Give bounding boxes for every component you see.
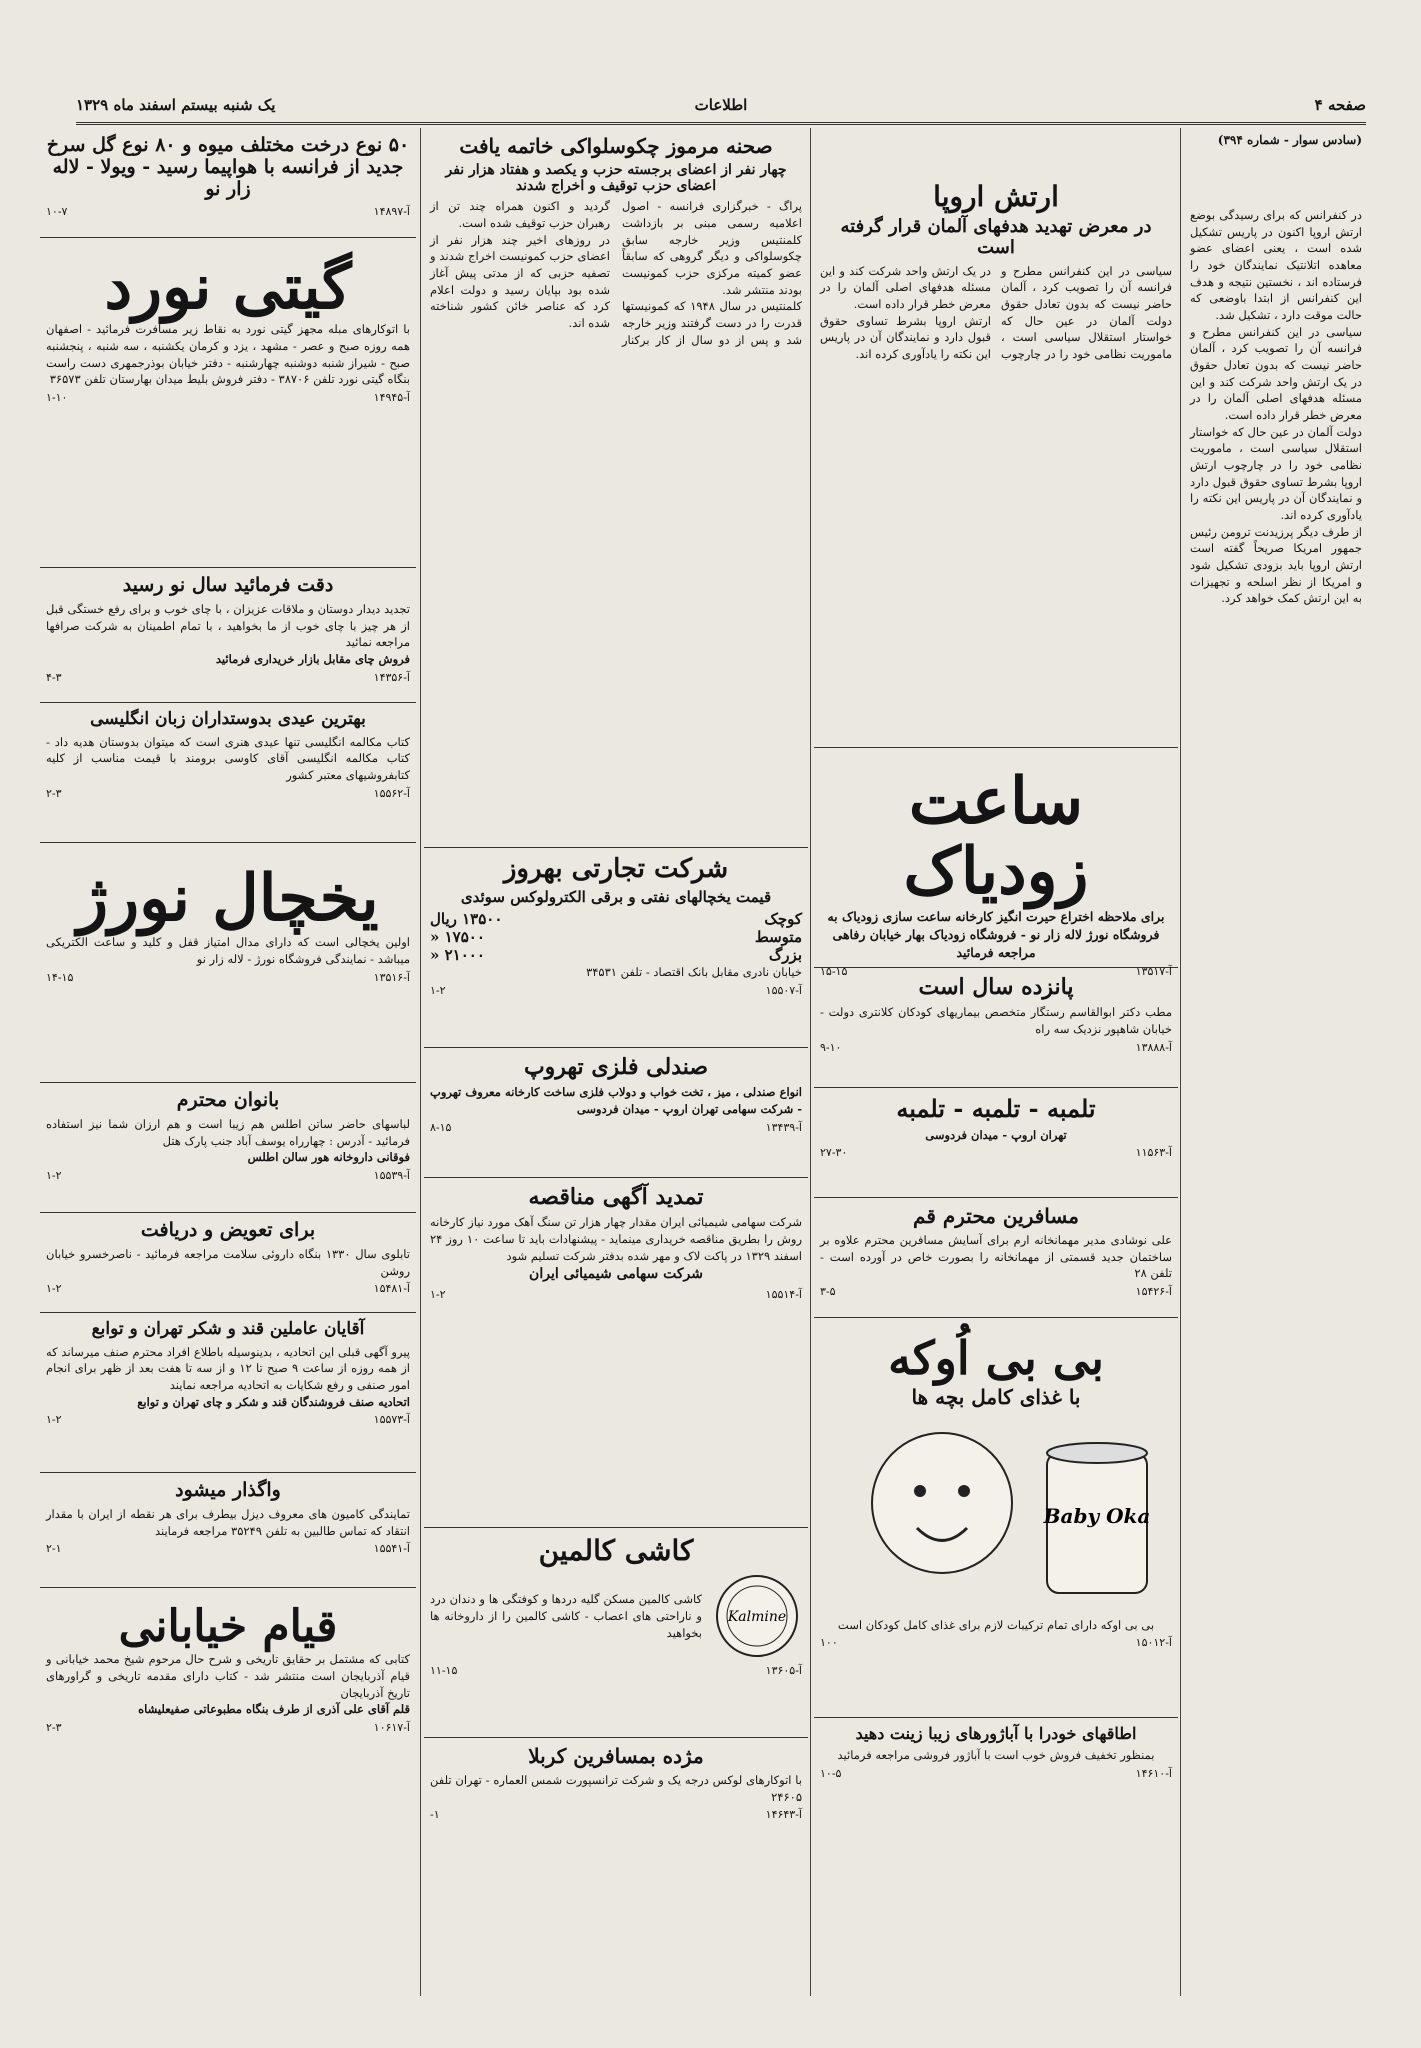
serial-paragraph: در کنفرانس که برای رسیدگی بوضع ارتش اروپا اکنون در پاریس تشکیل شده است ، یعنی اعضای عضو معاهده اتلانتیک نمایندگان خود را فرستاده اند ، نخستین نتیجه و هدف این کنفرانس از ابتدا باوضعی که حالت موقت دارد ، تشکیل شد. (1190, 208, 1362, 323)
ladies-text: لباسهای حاضر ساتن اطلس هم زیبا است و هم ارزان شما نیز استفاده فرمائید - آدرس : چهارراه یوسف آباد جنب پارک هتل (46, 1116, 410, 1148)
ad-code: آ-۱۴۹۴۵ (373, 390, 410, 404)
price-value: ۱۷۵۰۰ « (430, 928, 485, 947)
exchange-text: تابلوی سال ۱۳۳۰ بنگاه داروئی سلامت مراجعه فرمائید - ناصرخسرو خیابان روشن (46, 1246, 410, 1278)
price-size: متوسط (754, 928, 802, 947)
english-ad (40, 703, 416, 843)
tender-text: شرکت سهامی شیمیائی ایران مقدار چهار هزار تن سنگ آهک مورد نیاز کارخانه روش را بطریق مناقصه خریداری مینماید - پیشنهادات باید تا ساعت ۱۰ روز ۲۴ اسفند ۱۳۲۹ در پاکت لاک و مهر شده بدفتر شرکت تسلیم شود (429, 1215, 802, 1263)
column-left-middle (424, 128, 808, 1996)
ad-code: آ-۱۵۵۳۹ (373, 1168, 410, 1182)
baby-title: بی بی اُوکه (888, 1331, 1104, 1385)
baby-food-ad (814, 1318, 1178, 1718)
qom-text: علی نوشادی مدیر مهمانخانه ارم برای آسایش مسافرین محترم علاوه بر ساختمان جدید قسمتی از مهمانخانه را بصورت خاص در آورده است - تلفن ۲۸ (820, 1233, 1172, 1281)
ad-num: ۱-۱۰ (46, 390, 68, 404)
ad-code: آ-۱۱۵۶۳ (1135, 1146, 1172, 1160)
ad-code: آ-۱۵۴۲۶ (1135, 1285, 1172, 1299)
ad-num: ۱۰۰ (820, 1636, 838, 1650)
kashi-text: کاشی کالمین مسکن گلیه دردها و کوفتگی ها و دندان درد و ناراحتی های اعصاب - کاشی کالمین را از داروخانه ها بخواهید (430, 1592, 702, 1640)
tea-ad (40, 568, 416, 703)
chairs-ad (424, 1048, 808, 1178)
transfer-title: واگذار میشود (175, 1479, 281, 1501)
ad-num: ۱۵-۱۵ (820, 965, 848, 979)
trees-ad (40, 128, 416, 238)
ad-code: آ-۱۴۸۹۷ (373, 204, 410, 218)
ad-num: ۴-۳ (46, 670, 62, 684)
doctor-title: پانزده سال است (918, 974, 1074, 1000)
price-list (430, 910, 802, 964)
karbala-text: با اتوکارهای لوکس درجه یک و شرکت ترانسپورت شمس العماره - تهران تلفن ۲۴۶۰۵ (430, 1773, 802, 1804)
doctor-ad (814, 968, 1178, 1088)
ad-code: آ-۱۵۵۷۳ (373, 1413, 410, 1427)
serial-column (1184, 128, 1368, 1996)
sugar-text: پیرو آگهی قبلی این اتحادیه ، بدینوسیله باطلاع افراد محترم صنف میرساند که از همه روزه از ساعت ۹ صبح تا ۱۲ و از سه تا هفت بعد از ظهر برای انجام امور صنفی و رفع شکایات به اتحادیه مراجعه نمایند (46, 1344, 410, 1392)
zodiac-ad (814, 748, 1178, 979)
zodiac-text: برای ملاحظه اختراع حیرت انگیز کارخانه ساعت سازی زودیاک به فروشگاه نورژ لاله زار نو - فروشگاه زودیاک بهار خیابان رفاهی مراجعه فرمائید (827, 908, 1165, 961)
tender-company: شرکت سهامی شیمیائی ایران (529, 1266, 703, 1283)
karbala-ad (424, 1738, 808, 1858)
ad-num: ۱۰-۵ (820, 1767, 842, 1781)
ad-num: ۲-۳ (46, 786, 62, 800)
ad-num: ۲۷-۳۰ (820, 1146, 848, 1160)
czech-title: صحنه مرموز چکوسلواکی خاتمه یافت (459, 134, 773, 158)
ladies-title: بانوان محترم (176, 1089, 280, 1111)
chairs-text: انواع صندلی ، میز ، تخت خواب و دولاب فلزی ساخت کارخانه معروف تهروپ - شرکت سهامی تهران اروپ - میدان فردوسی (430, 1085, 802, 1116)
fridge-title: یخچال نورژ (77, 861, 379, 936)
giti-text: با اتوکارهای مبله مجهز گیتی نورد به نقاط زیر مسافرت فرمائید - اصفهان همه روزه صبح و عصر - مشهد ، یزد و کرمان یکشنبه ، سه شنبه ، پنجشنبه صبح - شیراز شنبه دوشنبه چهارشنبه - دفتر خیابان بوذرجمهری دست راست بنگاه گیتی نورد تلفن ۳۸۷۰۶ - دفتر فروش بلیط میدان بهارستان تلفن ۳۶۵۷۳ (46, 322, 410, 387)
giti-title: گیتی نورد (104, 250, 352, 323)
newspaper-title: اطلاعات (694, 96, 748, 114)
czech-paragraph: پراگ - خبرگزاری فرانسه - اصول اعلامیه رسمی مبنی بر بازداشت کلمنتیس وزیر خارجه سابق چکوسلواکی و دیگر گروهی که سابقاً عضو کمیته مرکزی حزب کمونیست بودند منتشر شد. (622, 199, 802, 297)
czech-paragraph: کلمنتیس در سال ۱۹۴۸ که کمونیستها قدرت را در دست گرفتند وزیر خارجه شد و پس از دو سال از کار برکنار گردید و اکنون همراه چند تن از رهبران حزب توقیف شده است. (430, 199, 802, 347)
ad-code: آ-۱۵۴۸۱ (373, 1282, 410, 1296)
behrouz-title: شرکت تجارتی بهروز (503, 854, 729, 884)
chairs-title: صندلی فلزی تهروپ (523, 1054, 709, 1080)
serial-subtitle: در معرض تهدید هدفهای آلمان قرار گرفته است (840, 216, 1152, 258)
baby-illustration (832, 1413, 1172, 1613)
pump-text: تهران اروپ - میدان فردوسی (925, 1127, 1067, 1142)
english-title: بهترین عیدی بدوستداران زبان انگلیسی (90, 709, 366, 729)
ad-num: ۱-۲ (46, 1282, 62, 1296)
ad-num: ۲-۱ (46, 1542, 62, 1556)
ad-code: آ-۱۵۵۱۴ (765, 1287, 802, 1301)
column-right-middle (814, 128, 1178, 1996)
czech-paragraph: در روزهای اخیر چند هزار نفر از اعضای حزب کمونیست اخراج شدند و تصفیه حزبی که از مدتی پیش آغاز شده بود بپایان رسید و دولت اعلام کرد که عناصر خائن کشور شناخته شده اند. (430, 232, 610, 330)
ad-num: ۱۱-۱۵ (430, 1664, 458, 1678)
giti-ad (40, 238, 416, 568)
book-ad (40, 1588, 416, 1888)
svg-text:Kalmine: Kalmine (727, 1609, 787, 1626)
serial-title: ارتش اروپا (933, 180, 1059, 213)
qom-ad (814, 1198, 1178, 1318)
price-size: بزرگ (768, 946, 802, 965)
behrouz-subtitle: قیمت یخچالهای نفتی و برقی الکترولوکس سوئدی (460, 887, 772, 906)
price-size: کوچک (764, 910, 802, 929)
ad-code: آ-۱۳۵۱۷ (1135, 965, 1172, 979)
ad-num: ۳-۵ (820, 1285, 836, 1299)
ladies-bold: فوقانی داروخانه هور سالن اطلس (247, 1150, 410, 1165)
ad-code: آ-۱۵۰۱۲ (1135, 1636, 1172, 1650)
ad-num: ۱۴-۱۵ (46, 970, 74, 984)
ad-code: آ-۱۳۶۰۵ (765, 1664, 802, 1678)
tea-title: دقت فرمائید سال نو رسید (122, 574, 334, 596)
serial-paragraph: دولت آلمان در عین حال که خواستار استقلال سیاسی است ، ماموریت نظامی خود را در چارچوب ارتش اروپا بشرط تساوی حقوق قبول دارد و نمایندگان آن در پاریس این نکته را یادآوری کرده اند. (1190, 424, 1362, 523)
serial-body-extra: سیاسی در این کنفرانس مطرح و فرانسه آن را تصویب کرد ، آلمان حاضر نیست که بدون تعادل حقوق در یک ارتش واحد شرکت کند و این مسئله هدفهای اصلی آلمان را در معرض خطر قرار داده است. (820, 263, 1172, 311)
price-value: ۱۳۵۰۰ ریال (430, 910, 503, 929)
page-header (76, 92, 1366, 125)
ad-code: آ-۱۳۴۳۹ (765, 1120, 802, 1134)
book-text: کتابی که مشتمل بر حقایق تاریخی و شرح حال مرحوم شیخ محمد خیابانی و قیام آذربایجان است منتشر شد - کتاب دارای مقدمه تاریخی و گراورهای تاریخ آذربایجان (46, 1652, 410, 1700)
tender-title: تمدید آگهی مناقصه (528, 1184, 704, 1210)
ad-code: آ-۱۵۵۶۲ (373, 786, 410, 800)
karbala-title: مژده بمسافرین کربلا (528, 1744, 704, 1768)
sugar-title: آقایان عاملین قند و شکر تهران و توابع (91, 1319, 365, 1339)
pump-ad (814, 1088, 1178, 1198)
tea-bold: فروش چای مقابل بازار خریداری فرمائید (215, 651, 410, 666)
ad-code: آ-۱۳۵۱۶ (373, 970, 410, 984)
kashi-title: کاشی کالمین (538, 1534, 694, 1567)
ad-num: ۱- (430, 1808, 440, 1822)
behrouz-ad (424, 848, 808, 1048)
ad-code: آ-۱۴۶۴۳ (765, 1808, 802, 1822)
kalmine-tin-icon (712, 1571, 802, 1661)
ad-num: ۹-۱۰ (820, 1040, 842, 1054)
czech-subtitle: چهار نفر از اعضای برجسته حزب و یکصد و هفتاد هزار نفر اعضای حزب توقیف و اخراج شدند (445, 162, 787, 195)
serial-paragraph: از طرف دیگر پرزیدنت ترومن رئیس جمهور امریکا صریحاً گفته است ارتش اروپا باید بزودی تشکیل شود و امریکا از نظر اسلحه و تجهیزات به این ارتش کمک خواهد کرد. (1190, 524, 1362, 606)
fridge-ad (40, 843, 416, 1083)
book-title: قیام خیابانی (118, 1601, 338, 1652)
lamp-title: اطاقهای خودرا با آباژورهای زیبا زینت دهید (855, 1724, 1137, 1743)
ad-num: ۱-۲ (46, 1413, 62, 1427)
english-text: کتاب مکالمه انگلیسی تنها عیدی هنری است که میتوان بدوستان هدیه داد - کتاب مکالمه انگلیسی آقای کاوسی برومند با قیمت مناسب از کلیه کتابفروشیهای معتبر کشور (46, 734, 410, 782)
tea-text: تجدید دیدار دوستان و ملاقات عزیزان ، با چای خوب و برای رفع خستگی قبل از هر چیز با چای خوب از ما بخواهید ، با تمام اطمینان به شرکت صرافها مراجعه نمائید (46, 601, 410, 650)
ad-num: ۲-۳ (46, 1721, 62, 1735)
lamp-text: بمنظور تخفیف فروش خوب است با آباژور فروشی مراجعه فرمائید (837, 1748, 1155, 1763)
transfer-ad (40, 1473, 416, 1588)
fridge-text: اولین یخچالی است که دارای مدال امتیاز قفل و کلید و ساعت الکتریکی میباشد - نمایندگی فروشگاه نورژ - لاله زار نو (46, 935, 410, 967)
ad-num: ۱-۲ (46, 1168, 62, 1182)
behrouz-address: خیابان نادری مقابل بانک اقتصاد - تلفن ۳۴۵۳۱ (586, 965, 802, 980)
ad-code: آ-۱۰۶۱۷ (373, 1721, 410, 1735)
ad-num: ۱۰-۷ (46, 204, 68, 218)
baby-can-label: Baby Oka (1043, 1503, 1151, 1528)
issue-date: یک شنبه بیستم اسفند ماه ۱۳۲۹ (76, 96, 276, 114)
sugar-ad (40, 1313, 416, 1473)
kashi-ad (424, 1528, 808, 1738)
book-bold: قلم آقای علی آذری از طرف بنگاه مطبوعاتی صفیعلیشاه (138, 1702, 410, 1717)
serial-body-extra: دولت آلمان در عین حال که خواستار استقلال سیاسی است ، ماموریت نظامی خود را در چارچوب ارتش اروپا بشرط تساوی حقوق قبول دارد و نمایندگان آن در پاریس این نکته را یادآوری کرده اند. (820, 313, 1172, 361)
sugar-bold: اتحادیه صنف فروشندگان قند و شکر و چای تهران و توابع (137, 1394, 410, 1409)
ad-num: ۱-۲ (430, 1287, 446, 1301)
serial-paragraph: سیاسی در این کنفرانس مطرح و فرانسه آن را تصویب کرد ، آلمان حاضر نیست که بدون تعادل حقوق در یک ارتش واحد شرکت کند و این مسئله هدفهای اصلی آلمان را در معرض خطر قرار داده است. (1190, 324, 1362, 423)
qom-title: مسافرین محترم قم (913, 1204, 1079, 1228)
exchange-title: برای تعویض و دریافت (140, 1219, 316, 1241)
ad-code: آ-۱۴۳۵۶ (373, 670, 410, 684)
ad-code: آ-۱۵۵۰۷ (765, 983, 802, 997)
exchange-ad (40, 1213, 416, 1313)
ladies-ad (40, 1083, 416, 1213)
transfer-text: تمایندگی کامیون های معروف دیزل بیطرف برای هر نقطه از ایران با مقدار انتقاد که تماس طالبین به تلفن ۳۵۲۴۹ مراجعه فرمایند (46, 1506, 410, 1538)
zodiac-title: ساعت زودیاک (903, 764, 1089, 910)
tender-ad (424, 1178, 808, 1528)
doctor-text: مطب دکتر ابوالقاسم رستگار متخصص بیماریهای کودکان کلانتری دولت - خیابان شاهپور نزدیک سه راه (820, 1005, 1172, 1036)
ad-code: آ-۱۳۸۸۸ (1135, 1040, 1172, 1054)
ad-num: ۱-۲ (430, 983, 446, 997)
lamp-ad (814, 1718, 1178, 1798)
ad-code: آ-۱۵۵۴۱ (373, 1542, 410, 1556)
czech-article (424, 128, 808, 848)
ad-code: آ-۱۴۶۱۰ (1135, 1767, 1172, 1781)
ad-num: ۸-۱۵ (430, 1120, 452, 1134)
price-value: ۲۱۰۰۰ « (430, 946, 485, 965)
trees-title: ۵۰ نوع درخت مختلف میوه و ۸۰ نوع گل سرخ جدید از فرانسه با هواپیما رسید - ویولا - لاله زار نو (46, 134, 410, 200)
baby-text: بی بی اوکه دارای تمام ترکیبات لازم برای غذای کامل کودکان است (837, 1617, 1155, 1632)
baby-subtitle: با غذای کامل بچه ها (911, 1384, 1081, 1409)
serial-label: (سادس سوار - شماره ۳۹۴) (1217, 133, 1362, 147)
column-left (40, 128, 416, 1996)
pump-title: تلمبه - تلمبه - تلمبه (896, 1094, 1096, 1123)
page-number: صفحه ۴ (1314, 96, 1366, 114)
